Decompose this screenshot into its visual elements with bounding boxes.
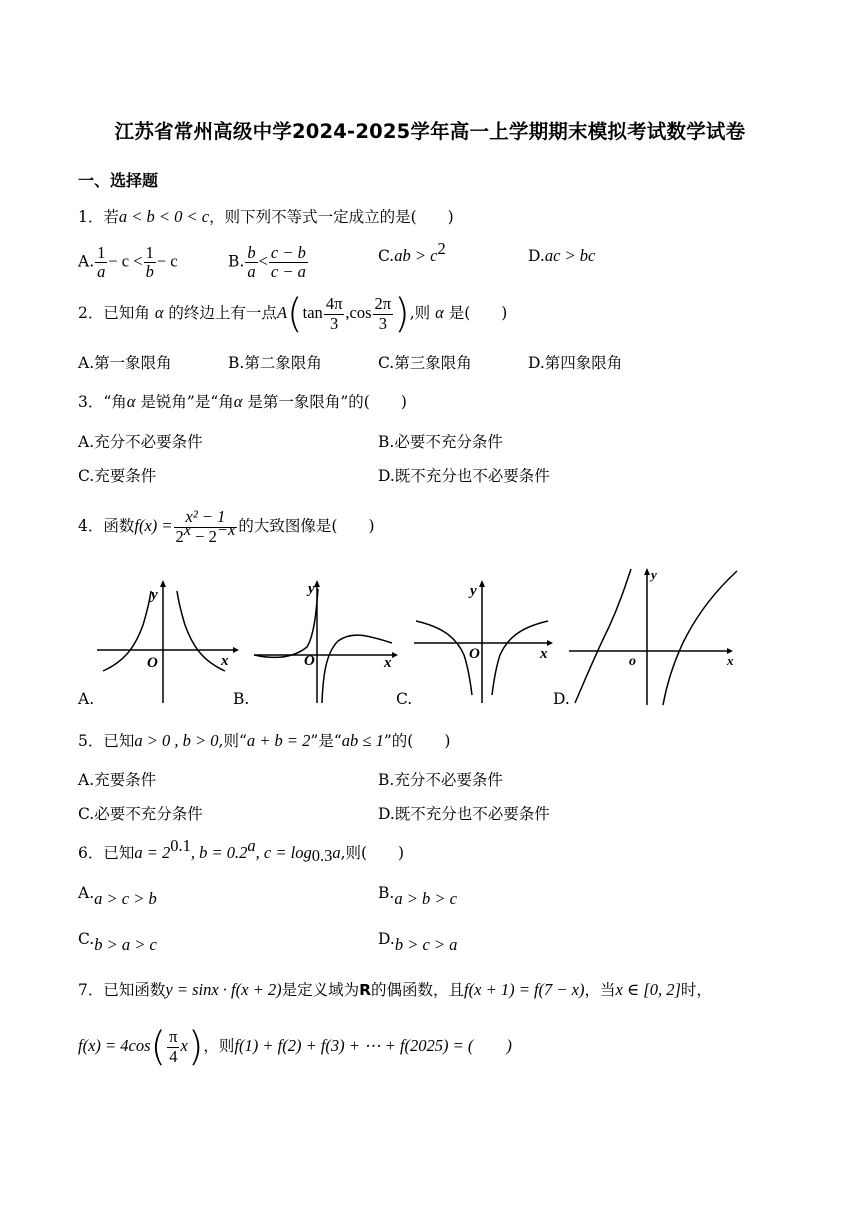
q4-graph-a [95,575,240,705]
q4-c-curve-left [416,621,472,695]
q4-suffix: 的大致图像是( ) [238,517,375,535]
q4-b-y-arrow [314,580,320,587]
q4-d-label-y: y [651,567,657,582]
q6-a-def: a = 2 [134,843,171,862]
q1-option-b [228,244,309,281]
q6-option-c [78,930,157,955]
q1-b-num2: c − b [270,243,306,262]
q5-option-a: A.充要条件 [78,771,157,789]
q1-b-den2: c − a [270,262,306,282]
page-title: 江苏省常州高级中学2024-2025学年高一上学期期末模拟考试数学试卷 [114,120,746,143]
q2-frac2 [373,295,394,332]
q7-left-paren: ( [150,1024,167,1070]
q2-right-paren: ) [394,291,410,337]
q4-c-label-o: O [469,646,480,662]
q7-def-left: f(x) = 4cos [78,1036,151,1055]
q4-num: x² − 1 [174,508,238,527]
q1-a-den2: b [145,262,154,282]
q4-den [174,519,238,546]
q2-option-c: C.第三象限角 [378,354,472,372]
q1-c-sup: 2 [437,239,446,258]
q1-c-label: C. [378,247,395,265]
q4-den-sup1: x [183,519,192,539]
q5-cond: a > 0 , b > 0 [134,731,219,750]
q6-option-a [78,884,157,909]
q1-b-frac2 [269,244,308,281]
question-2-stem [78,291,508,337]
q4-den-1: 2 [175,526,184,546]
q1-prefix: 1．若 [78,208,119,226]
question-1-stem [78,207,454,227]
question-4-stem [78,506,375,546]
question-7-cont [78,1024,512,1070]
question-6-stem [78,836,405,865]
q2-den1: 3 [329,313,339,333]
q7-pi: π [169,1027,178,1047]
q4-frac [174,508,238,545]
q7-sum: f(1) + f(2) + f(3) + ⋯ + f(2025) = ( ) [234,1036,512,1055]
q4-b-curve-right [322,635,392,703]
q6-a-text: a > c > b [94,889,157,908]
q1-b-mid: < [258,251,268,271]
q6-d-label: D. [378,930,395,948]
q1-a-tail: − c < [108,251,143,271]
q6-c-label: C. [78,930,95,948]
q3-alpha-2: α [233,392,243,411]
q2-num2: 2π [374,294,392,314]
q2-point: A [276,303,288,322]
q7-frac [167,1028,179,1065]
q2-option-a: A.第一象限角 [78,354,172,372]
q2-prefix: 2．已知角 [78,304,150,322]
q2-den2: 3 [378,313,387,333]
q6-c-sub: 0.3 [311,846,333,865]
q6-option-d [378,930,458,955]
question-7-stem [78,980,712,1000]
q3-option-c: C.充要条件 [78,467,157,485]
q4-d-label-x: x [727,653,734,668]
q1-a-num2: 1 [145,243,154,262]
q2-mid: 的终边上有一点 [168,304,277,322]
q4-graph-b [252,575,402,705]
q3-part3: 是第一象限角”的( ) [247,393,407,411]
q6-a-label: A. [78,884,95,902]
q2-alpha-2: α [435,303,444,322]
q5-suffix: ”的( ) [383,732,451,750]
q6-b-sup: a [247,836,256,855]
q4-a-curve-left [103,591,151,671]
q1-a-tail2: − c [156,251,178,271]
q7-prefix: 7．已知函数 [78,981,166,999]
q1-a-frac2 [144,244,156,281]
q2-alpha: α [154,303,164,322]
q4-b-curve-left [254,589,318,657]
q6-b-label: B. [378,884,395,902]
q7-mid4: ，则 [203,1037,235,1055]
q4-a-curve-right [177,591,225,671]
q6-option-b [378,884,457,909]
q4-graph-d [567,565,742,707]
q1-option-a [78,244,178,281]
q1-option-d [528,246,595,266]
q2-option-b: B.第二象限角 [228,354,322,372]
q1-a-num1: 1 [97,243,106,262]
q6-d-text: b > c > a [394,935,458,954]
q5-prefix: 5．已知 [78,732,135,750]
q4-prefix: 4．函数 [78,517,135,535]
q4-option-d: D. [553,690,570,708]
question-5-stem [78,731,450,751]
q4-option-b: B. [233,690,250,708]
q6-c-tail: a [332,843,341,862]
q7-func: y = sinx · f(x + 2) [165,980,282,999]
q2-tan: tan [302,303,323,322]
q4-option-c: C. [396,690,413,708]
q2-end: 是( ) [448,304,508,322]
q1-b-den1: a [247,262,256,282]
q7-sym: f(x + 1) = f(7 − x) [464,980,585,999]
q6-suffix: ,则( ) [340,844,405,862]
q4-graph-c [412,575,557,705]
q4-b-label-x: x [384,655,392,671]
q6-a-sup: 0.1 [170,836,191,855]
q1-d-label: D. [528,247,545,265]
q1-c-text: ab > c [394,246,438,265]
q7-four: 4 [169,1046,178,1066]
q4-fx: f(x) = [134,516,173,535]
q2-frac1 [324,295,345,332]
q3-option-b: B.必要不充分条件 [378,433,503,451]
q2-num1: 4π [325,294,343,314]
q6-c-text: b > a > c [94,935,157,954]
q1-d-text: ac > bc [544,246,596,265]
q4-d-curve-right [663,571,737,705]
q6-c-def: , c = log [255,843,312,862]
q1-a-den1: a [97,262,106,282]
q2-left-paren: ( [287,291,303,337]
q7-domain: x ∈ [0, 2] [615,980,681,999]
q7-mid2: 的偶函数，且 [371,981,465,999]
q4-d-label-o: o [629,654,636,669]
q3-part1: 3．“角 [78,393,127,411]
q5-option-d: D.既不充分也不必要条件 [378,805,550,823]
q4-a-label-y: y [151,587,158,603]
q6-prefix: 6．已知 [78,844,135,862]
q4-c-x-arrow [547,640,553,646]
q4-den-2: − 2 [191,526,217,546]
q4-a-x-arrow [233,647,239,653]
q4-c-label-x: x [540,646,548,662]
q3-alpha: α [126,392,136,411]
q4-option-a: A. [78,690,95,708]
q3-option-a: A.充分不必要条件 [78,433,203,451]
q5-cond3: ab ≤ 1 [341,731,384,750]
q5-option-c: C.必要不充分条件 [78,805,203,823]
q5-option-b: B.充分不必要条件 [378,771,503,789]
q4-b-x-arrow [392,652,398,658]
q1-condition: a < b < 0 < c [118,207,210,226]
q4-d-y-arrow [644,568,650,575]
q1-b-label: B. [228,252,245,271]
q5-cond2: a + b = 2 [246,731,311,750]
q5-mid2: ”是“ [310,732,342,750]
q2-option-d: D.第四象限角 [528,354,623,372]
q5-mid: ,则“ [218,732,247,750]
q1-option-c [378,239,446,266]
q6-b-text: a > b > c [394,889,457,908]
q1-a-frac1 [95,244,107,281]
q6-b-def: , b = 0.2 [190,843,248,862]
section-title: 一、选择题 [78,171,159,190]
q1-a-label: A. [78,252,95,271]
q4-c-y-arrow [479,580,485,587]
q7-R: R [359,981,372,999]
q4-c-label-y: y [470,583,477,599]
q7-mid3: ，当 [584,981,616,999]
q1-b-frac1 [245,244,257,281]
q7-x: x [180,1036,188,1055]
q3-part2: 是锐角”是“角 [140,393,234,411]
q3-option-d: D.既不充分也不必要条件 [378,467,550,485]
q1-suffix: ，则下列不等式一定成立的是( ) [209,208,454,226]
q4-a-label-o: O [147,655,158,671]
q7-end: 时， [680,981,712,999]
q7-mid: 是定义域为 [281,981,360,999]
q1-b-num1: b [247,243,256,262]
question-3-stem [78,392,407,412]
q4-b-label-y: y [308,581,315,597]
q7-right-paren: ) [187,1024,204,1070]
q2-cos: ,cos [345,303,372,322]
q4-d-curve-left [575,569,631,703]
q2-suffix: ,则 [409,304,431,322]
q4-a-y-arrow [160,580,166,587]
q4-den-sup2: −x [216,519,236,539]
q4-a-label-x: x [221,653,229,669]
q4-b-label-o: O [304,653,315,669]
